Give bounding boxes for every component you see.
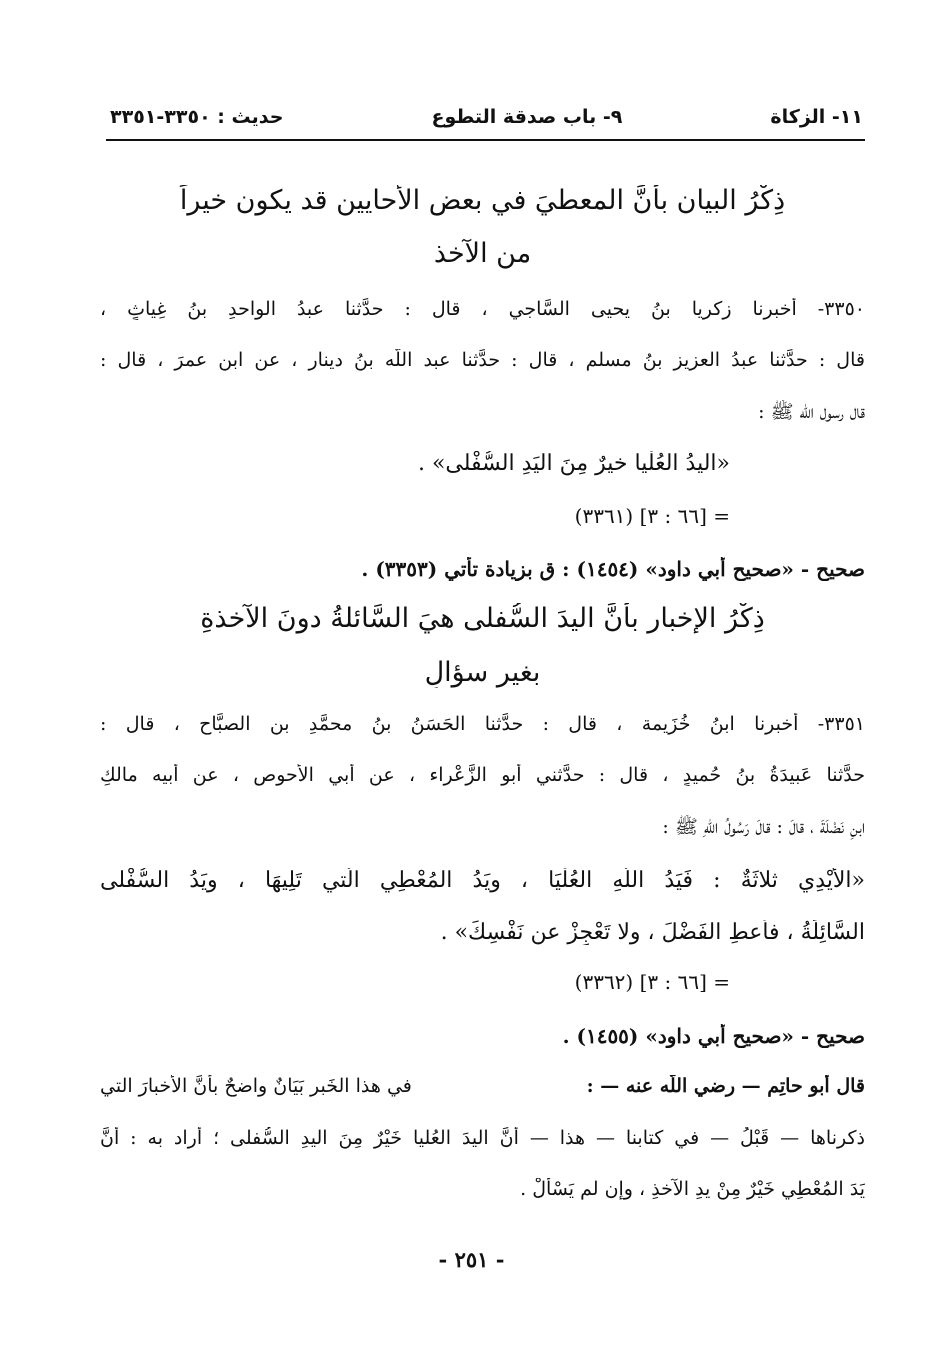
section1-reference: = [٦٦ : ٣] (٣٣٦١) — [574, 504, 730, 528]
section1-matn: «اليدُ العُلْيا خيرٌ مِنَ اليَدِ السُّفْلى» . — [417, 451, 730, 476]
header-hadith-range: حديث : ٣٣٥٠-٣٣٥١ — [110, 106, 284, 128]
header-chapter: ٩- باب صدقة التطوع — [431, 106, 623, 128]
section1-grade: صحيح - «صحيح أبي داود» (١٤٥٤) : ق بزيادة تأتي (٣٣٥٣) . — [361, 557, 865, 581]
section1-isnad-line1: ٣٣٥٠- أخبرنا زكريا بنُ يحيى السَّاجي ، قال : حدَّثنا عبدُ الواحدِ بنُ غِياثٍ ، — [100, 298, 865, 320]
section1-isnad-line2: قال : حدَّثنا عبدُ العزيز بنُ مسلمٍ ، قال : حدَّثنا عبد اللّه بنُ دينار ، عن ابن عمرَ ، قال : — [100, 349, 865, 371]
section2-matn-line2: السَّائِلَةُ ، فأعطِ الفَضْلَ ، ولا تَعْجِزْ عن نَفْسِكَ» . — [440, 920, 865, 945]
page-number: - ٢٥١ - — [438, 1247, 505, 1272]
commentary-line1 — [100, 1075, 865, 1097]
section2-reference: = [٦٦ : ٣] (٣٣٦٢) — [574, 970, 730, 994]
header-rule — [106, 139, 865, 141]
commentary-speaker: قال أبو حاتِم — رضي اللّه عنه — : — [586, 1075, 865, 1097]
section1-title-line2: من الآخذ — [433, 238, 532, 269]
section2-isnad-line3: ابنِ نَضْلَةَ ، قالَ : قالَ رَسُولُ اللّهِ ﷺ : — [662, 816, 865, 838]
section2-title-line1: ذِكْرُ الإخبارِ بأنَّ اليدَ السُّفلى هيَ السَّائلةُ دونَ الآخذةِ — [200, 603, 765, 634]
commentary-line2: ذكرناها — قَبْلُ — في كتابنا — هذا — أنَّ اليدَ العُليا خَيْرٌ مِنَ اليدِ السُّفلى ؛ أراد به : أنَّ — [100, 1127, 865, 1149]
section2-isnad-line2: حدَّثنا عَبيدَةُ بنُ حُميدٍ ، قال : حدَّثني أبو الزَّعْراء ، عن أبي الأحوص ، عن أبيه مالكِ — [100, 764, 865, 786]
section1-isnad-line3: قال رسول اللّه ﷺ : — [758, 401, 865, 423]
section2-grade: صحيح - «صحيح أبي داود» (١٤٥٥) . — [562, 1024, 865, 1048]
section2-isnad-line1: ٣٣٥١- أخبرنا ابنُ خُزَيمة ، قال : حدَّثنا الحَسَنُ بنُ محمَّدِ بنِ الصبَّاح ، قال : — [100, 713, 865, 735]
section1-title-line1: ذِكْرُ البيان بأنَّ المعطيَ في بعض الأحايين قد يكون خيراً — [179, 185, 786, 216]
commentary-line1-text: في هذا الخَبرِ بَيَانٌ واضحٌ بأنَّ الأخبارَ التي — [100, 1075, 412, 1097]
header-section: ١١- الزكاة — [770, 106, 863, 128]
section2-matn-line1: «الأَيْدِي ثلاثَةٌ : فَيَدُ اللّهِ العُلْيَا ، ويَدُ المُعْطِي الَّتي تَلِيهَا ، ويَدُ السُّفْلى — [100, 868, 865, 893]
commentary-line3: يَدَ المُعْطِي خَيْرٌ مِنْ يدِ الآخذِ ، وإن لم يَسْأَلْ . — [520, 1178, 865, 1200]
running-header — [110, 100, 863, 134]
section2-title-line2: بغيرِ سؤالٍ — [424, 657, 541, 688]
